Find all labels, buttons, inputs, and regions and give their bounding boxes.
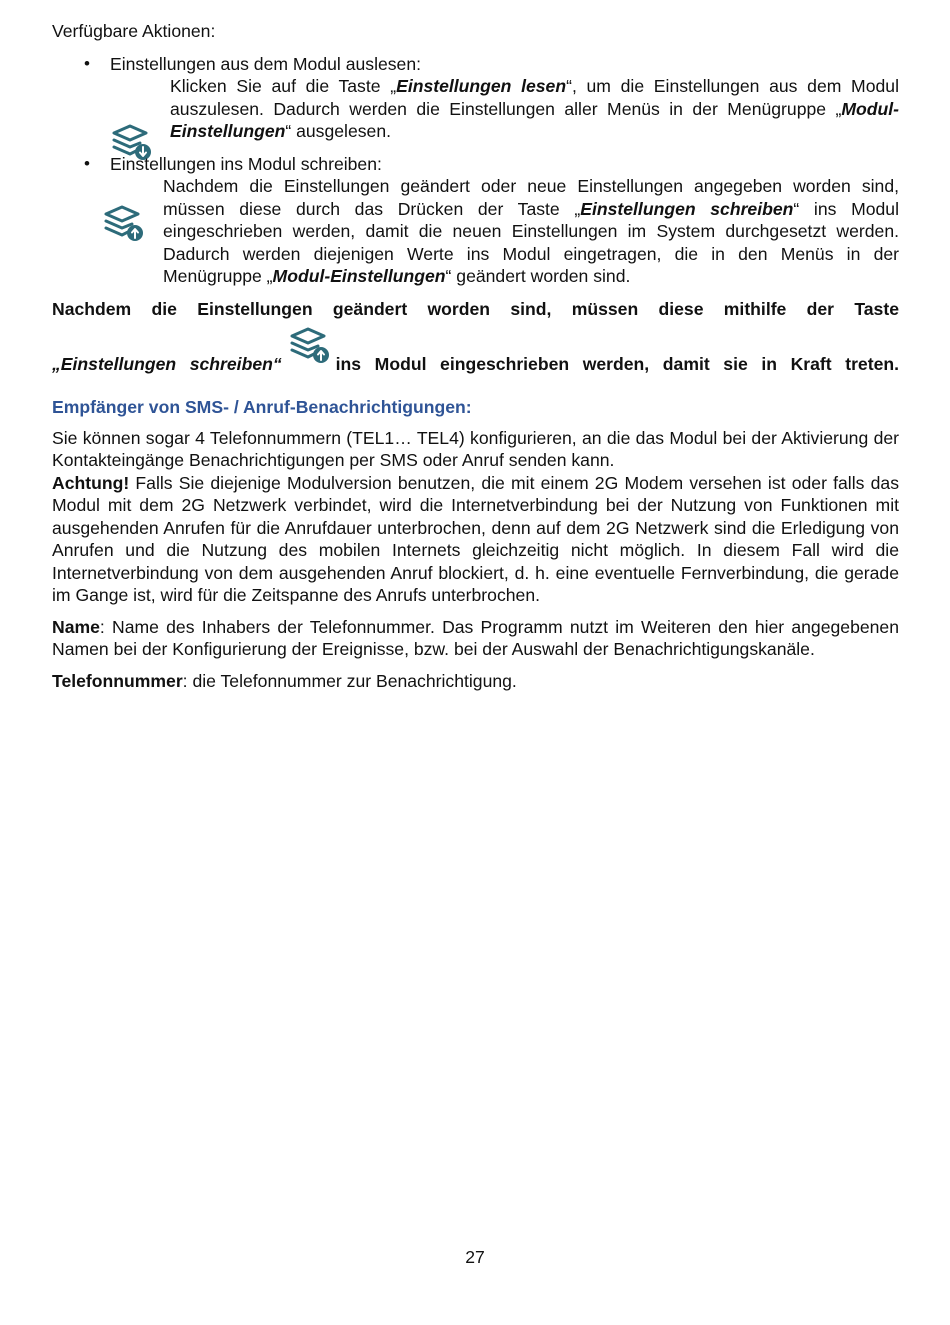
- page-number: 27: [465, 1247, 485, 1267]
- notice-line-1: Nachdem die Einstellungen geändert worden sind, müssen diese mithilfe der Taste: [52, 298, 899, 319]
- warning-text: Falls Sie diejenige Modulversion benutzen, die mit einem 2G Modem versehen ist oder falls das Modul mit dem 2G Netzwerk verbindet, wird die Internetverbindung bei der Nutzung von Funktionen mit ausgehenden Anrufen für die Anrufdauer unterbrochen, denn auf dem 2G Netzwerk sind die Erledigung von Anrufen und die Nutzung des mobilen Internets gleichzeitig nicht möglich. In diesem Fall wird die Internetverbindung von dem ausgehenden Anruf blockiert, d. h. eine eventuelle Fernverbindung, die gerade im Gange ist, wird für die Zeitspanne des Anrufs unterbrochen.: [52, 472, 899, 605]
- button-name-read: Einstellungen lesen: [396, 76, 567, 96]
- section-intro-warning: [52, 427, 899, 607]
- notice-button-name: Einstellungen schreiben: [60, 354, 273, 374]
- notice-block: [52, 298, 899, 377]
- bullet-title-write: [52, 153, 899, 176]
- phone-text: : die Telefonnummer zur Benachrichtigung.: [182, 670, 517, 691]
- list-item-write-settings: [52, 153, 899, 288]
- warning-label: Achtung!: [52, 472, 130, 493]
- notice-line-2-rest: ins Modul eingeschrieben werden, damit sie in Kraft treten.: [335, 354, 899, 374]
- phone-label: Telefonnummer: [52, 670, 183, 691]
- button-name-write: Einstellungen schreiben: [580, 198, 794, 219]
- menu-group-name: Modul-Einstellungen: [272, 266, 446, 286]
- text-fragment: Klicken Sie auf die Taste „: [170, 76, 397, 96]
- actions-heading: Verfügbare Aktionen:: [52, 21, 216, 41]
- text-fragment: “ ins Modul eingeschrieben werden, damit die neuen Einstellungen im System durchgesetzt werden. Dadurch werden diejenigen Werte ins Modul eingetragen, die in den Menüs in der Menügruppe „: [163, 198, 899, 286]
- section-heading: Empfänger von SMS- / Anruf-Benachrichtigungen:: [52, 397, 472, 417]
- bullet-title-read: [52, 53, 899, 76]
- item-title-read: Einstellungen aus dem Modul auslesen:: [110, 53, 422, 74]
- document-page: [52, 20, 899, 701]
- text-fragment: “ geändert worden sind.: [445, 266, 631, 286]
- name-text: : Name des Inhabers der Telefonnummer. Das Programm nutzt im Weiteren den hier angegebenen Namen bei der Konfigurierung der Ereignisse, bzw. bei der Auswahl der Benachrichtigungskanäle.: [52, 616, 899, 659]
- menu-group-name: Modul-Einstellungen: [170, 98, 899, 141]
- notice-quote-open: „: [52, 354, 61, 374]
- text-fragment: “ ausgelesen.: [285, 121, 391, 141]
- name-description: [52, 616, 899, 661]
- name-label: Name: [52, 616, 100, 637]
- text-fragment: “, um die Einstellungen aus dem Modul auszulesen. Dadurch werden die Einstellungen aller Menüs in der Menügruppe „: [170, 76, 899, 119]
- item-body-read: [170, 75, 899, 143]
- phone-description: [52, 670, 899, 693]
- settings-layers-upload-icon: [102, 204, 146, 244]
- section-intro: Sie können sogar 4 Telefonnummern (TEL1… TEL4) konfigurieren, an die das Modul bei der Aktivierung der Kontakteingänge Benachrichtigungen per SMS oder Anruf senden kann.: [52, 427, 899, 470]
- text-fragment: Nachdem die Einstellungen geändert oder neue Einstellungen angegeben worden sind, müssen diese durch das Drücken der Taste „: [163, 176, 899, 219]
- list-item-read-settings: [52, 53, 899, 143]
- settings-layers-upload-icon: [288, 326, 332, 362]
- item-body-write: [163, 175, 899, 288]
- notice-line-2: [52, 340, 899, 376]
- bullet-dot: •: [84, 53, 90, 73]
- item-title-write: Einstellungen ins Modul schreiben:: [110, 153, 382, 174]
- bullet-dot: •: [84, 153, 90, 173]
- notice-quote-close: “: [272, 354, 282, 374]
